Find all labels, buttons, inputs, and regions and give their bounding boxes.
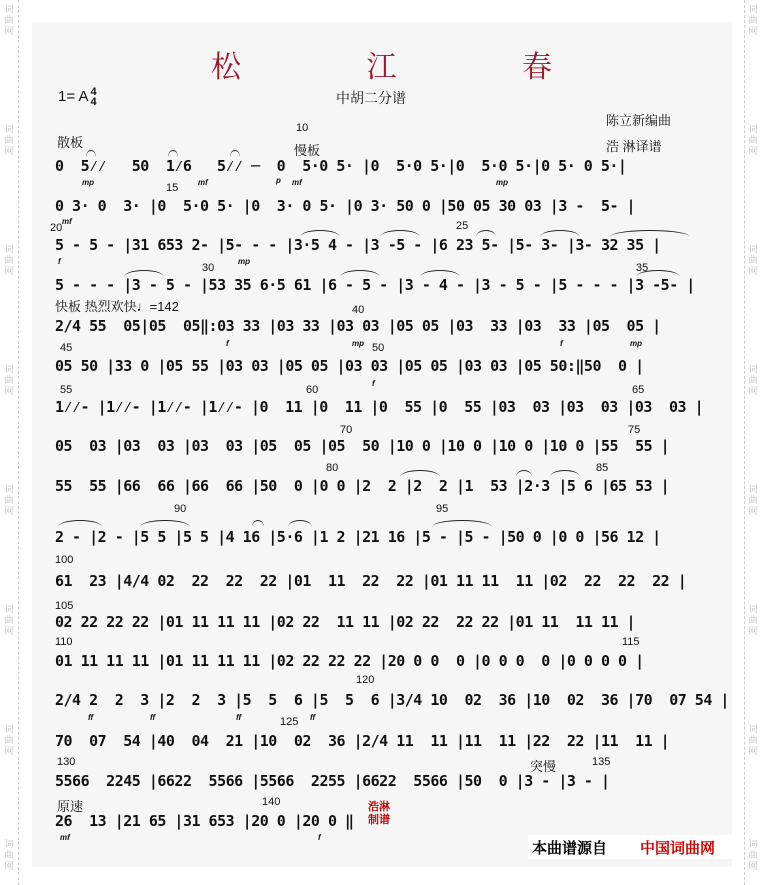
slur-arc [550,470,580,477]
key-signature [58,87,97,107]
dynamic-marking: f [372,379,375,388]
watermark-right: 词 曲 网 [748,245,758,277]
fermata-arc [168,150,178,157]
dynamic-marking: mp [238,257,250,266]
slur-arc [610,230,690,237]
measure-number: 75 [628,424,641,436]
stamp-line: 制谱 [368,813,390,826]
composer-credit: 陈立新编曲 [606,113,672,128]
measure-number: 90 [174,503,187,515]
tempo-sanban: 散板 [57,135,84,150]
slur-arc [124,270,164,277]
dynamic-marking: mf [198,178,208,187]
slur-arc [476,230,496,237]
tempo-kuaiban: 快板 热烈欢快♩=142 [55,299,179,314]
time-bottom: 4 [90,96,97,108]
watermark-right: 词 曲 网 [748,605,758,637]
measure-number: 130 [57,756,76,768]
watermark-right: 词 曲 网 [748,5,758,37]
measure-number: 110 [55,636,73,648]
tempo-yuansu: 原速 [57,799,84,814]
dynamic-marking: ff [88,713,94,722]
score-line: 01 11 11 11 |01 11 11 11 |02 22 22 22 |20 0 0 0 |0 0 0 0 |0 0 0 0 | [55,652,644,670]
measure-number: 25 [456,220,469,232]
measure-number: 100 [55,554,74,566]
stamp-line: 浩淋 [368,800,390,813]
measure-number: 55 [60,384,73,396]
slur-arc [340,270,380,277]
dynamic-marking: f [58,257,61,266]
watermark-left: 词 曲 网 [4,5,14,37]
dynamic-marking: mp [82,178,94,187]
measure-number: 95 [436,503,449,515]
watermark-left: 词 曲 网 [4,725,14,757]
measure-number: 50 [372,342,385,354]
key-prefix: 1= A [58,87,89,105]
measure-number: 125 [280,716,299,728]
slur-arc [380,230,420,237]
score-line: 5 - 5 - |31 653 2- |5- - - |3·5 4 - |3 -5 - |6 23 5- |5- 3- |3- 32 35 | [55,236,661,254]
watermark-right: 词 曲 网 [748,485,758,517]
score-line: 61 23 |4/4 02 22 22 22 |01 11 22 22 |01 11 11 11 |02 22 22 22 | [55,572,687,590]
score-line: 1⁄⁄- |1⁄⁄- |1⁄⁄- |1⁄⁄- |0 11 |0 11 |0 55 |0 55 |03 03 |03 03 |03 03 | [55,398,704,416]
watermark-right: 词 曲 网 [748,125,758,157]
measure-number: 65 [632,384,645,396]
score-line: 02 22 22 22 |01 11 11 11 |02 22 11 11 |02 22 22 22 |01 11 11 11 | [55,613,636,631]
score-line: 2/4 2 2 3 |2 2 3 |5 5 6 |5 5 6 |3/4 10 02 36 |10 02 36 |70 07 54 | [55,691,729,709]
slur-arc [432,520,492,527]
dynamic-marking: mf [60,833,70,842]
measure-number: 80 [326,462,339,474]
score-line: 55 55 |66 66 |66 66 |50 0 |0 0 |2 2 |2 2 |1 53 |2·3 |5 6 |65 53 | [55,477,670,495]
measure-number: 60 [306,384,319,396]
measure-number: 135 [592,756,611,768]
measure-number: 10 [296,122,309,134]
watermark-left: 词 曲 网 [4,365,14,397]
score-line: 05 03 |03 03 |03 03 |05 05 |05 50 |10 0 |10 0 |10 0 |10 0 |55 55 | [55,437,670,455]
slur-arc [140,520,190,527]
score-line: 70 07 54 |40 04 21 |10 02 36 |2/4 11 11 |11 11 |22 22 |11 11 | [55,732,670,750]
measure-number: 105 [55,600,74,612]
measure-number: 45 [60,342,73,354]
measure-number: 140 [262,796,281,808]
source-prefix: 本曲谱源自 [532,839,608,857]
slur-arc [288,520,312,527]
measure-number: 15 [166,182,179,194]
score-line: 05 50 |33 0 |05 55 |03 03 |05 05 |03 03 |05 05 |03 03 |05 50:‖50 0 | [55,357,644,375]
dynamic-marking: p [276,176,281,185]
dynamic-marking: f [560,339,563,348]
dynamic-marking: f [226,339,229,348]
score-title: 松 江 春 [210,50,611,85]
dynamic-marking: ff [150,713,156,722]
score-line: 2/4 55 05|05 05‖:03 33 |03 33 |03 03 |05 05 |03 33 |03 33 |05 05 | [55,317,661,335]
watermark-left: 词 曲 网 [4,485,14,517]
measure-number: 30 [202,262,215,274]
dynamic-marking: mp [630,339,642,348]
score-line: 0 5⁄⁄ 50 1⁄6 5⁄⁄ ─ 0 5·0 5· |0 5·0 5·|0 5·0 5·|0 5· 0 5·| [55,157,627,175]
watermark-left: 词 曲 网 [4,125,14,157]
transcriber-stamp [368,800,390,826]
dynamic-marking: mf [292,178,302,187]
transcriber-credit: 浩 淋译谱 [606,139,662,154]
source-banner [528,835,734,859]
slur-arc [516,470,532,477]
measure-number: 35 [636,262,649,274]
dynamic-marking: mp [496,178,508,187]
dynamic-marking: f [318,833,321,842]
watermark-right: 词 曲 网 [748,365,758,397]
watermark-left: 词 曲 网 [4,605,14,637]
slur-arc [58,520,102,527]
watermark-left: 词 曲 网 [4,840,14,872]
score-subtitle: 中胡二分谱 [336,90,406,106]
fermata-arc [230,150,240,157]
slur-arc [636,270,680,277]
dynamic-marking: ff [310,713,316,722]
measure-number: 20 [50,222,63,234]
measure-number: 70 [340,424,353,436]
time-signature [90,87,96,107]
slur-arc [420,270,460,277]
dynamic-marking: mp [352,339,364,348]
watermark-left: 词 曲 网 [4,245,14,277]
dynamic-marking: mf [62,217,72,226]
score-line: 0 3· 0 3· |0 5·0 5· |0 3· 0 5· |0 3· 50 0 |50 05 30 03 |3 - 5- | [55,197,636,215]
dynamic-marking: ff [236,713,242,722]
measure-number: 40 [352,304,365,316]
score-line: 26 13 |21 65 |31 653 |20 0 |20 0 ‖ [55,812,354,830]
measure-number: 115 [622,636,640,648]
measure-number: 85 [596,462,609,474]
score-line: 2 - |2 - |5 5 |5 5 |4 16 |5·6 |1 2 |21 16 |5 - |5 - |50 0 |0 0 |56 12 | [55,528,661,546]
slur-arc [252,520,264,527]
slur-arc [300,230,340,237]
watermark-right: 词 曲 网 [748,840,758,872]
slur-arc [400,470,440,477]
source-site-link[interactable]: 中国词曲网 [640,839,716,857]
tempo-tuman: 突慢 [530,759,557,774]
fermata-arc [86,150,96,157]
watermark-right: 词 曲 网 [748,725,758,757]
score-line: 5566 2245 |6622 5566 |5566 2255 |6622 5566 |50 0 |3 - |3 - | [55,772,610,790]
score-line: 5 - - - |3 - 5 - |53 35 6·5 61 |6 - 5 - |3 - 4 - |3 - 5 - |5 - - - |3 -5- | [55,276,695,294]
time-top: 4 [90,86,97,98]
measure-number: 120 [356,674,375,686]
tempo-manban: 慢板 [294,143,321,158]
slur-arc [540,230,580,237]
